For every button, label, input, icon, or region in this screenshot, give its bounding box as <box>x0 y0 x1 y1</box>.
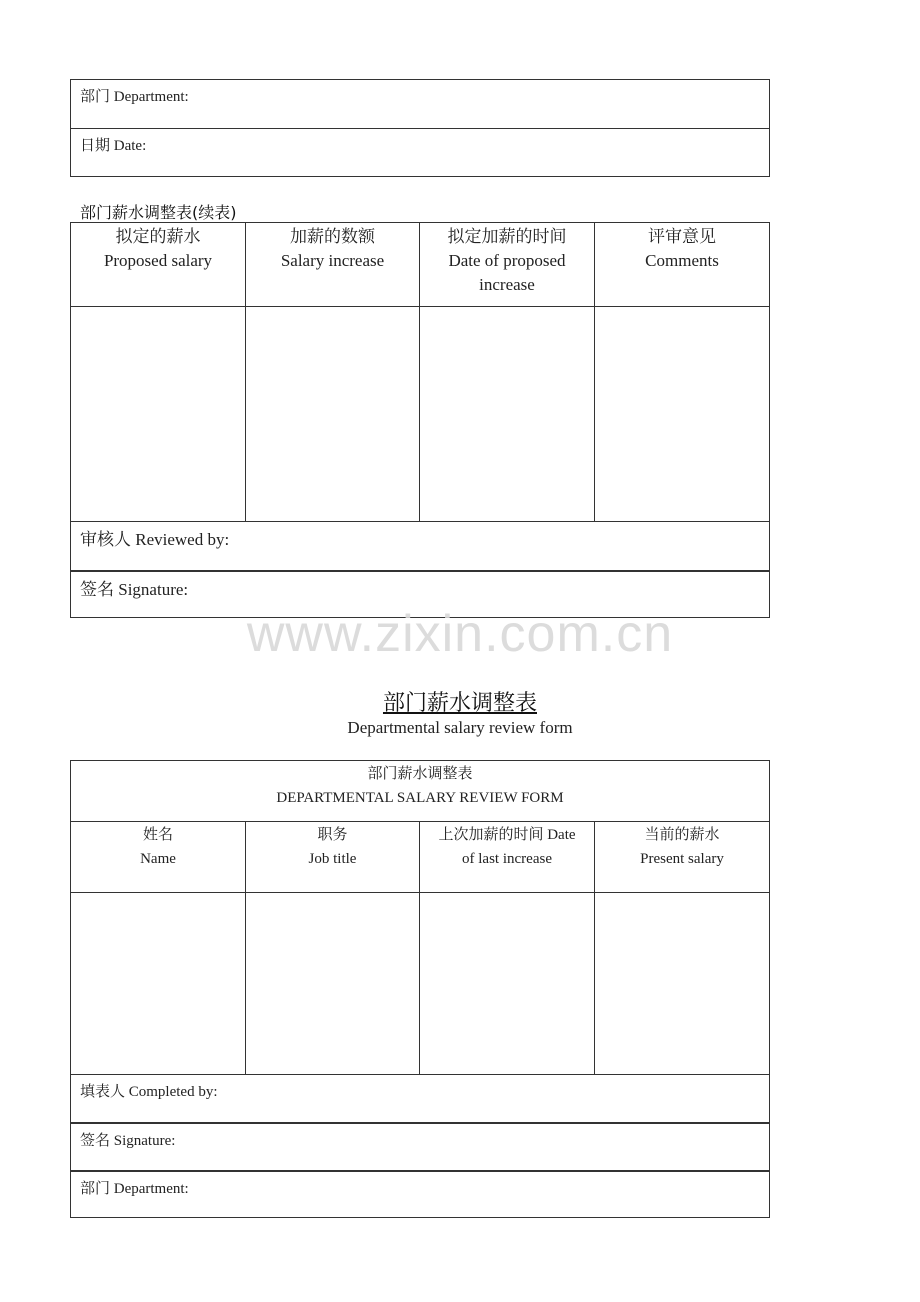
table-title-row <box>71 761 769 822</box>
completed-by-label: 填表人 Completed by: <box>80 1084 218 1100</box>
continued-section-title: 部门薪水调整表(续表) <box>80 203 237 222</box>
job-title-field[interactable] <box>246 893 420 1074</box>
header-date-proposed-increase <box>420 223 595 306</box>
date-label: 日期 Date: <box>80 138 147 154</box>
header-name <box>71 822 246 892</box>
watermark: www.zixin.com.cn <box>246 605 674 663</box>
header-job-title-en: Job title <box>308 851 357 867</box>
form-title-en: Departmental salary review form <box>347 718 573 737</box>
header-proposed-salary-en: Proposed salary <box>103 251 213 270</box>
header-date-proposed-en2: increase <box>479 275 535 294</box>
date-proposed-increase-field[interactable] <box>420 307 595 521</box>
header-comments-en: Comments <box>645 251 719 270</box>
header-comments-zh: 评审意见 <box>648 227 716 246</box>
header-present-salary-zh: 当前的薪水 <box>644 827 720 843</box>
present-salary-field[interactable] <box>595 893 769 1074</box>
table-title-zh: 部门薪水调整表 <box>367 766 473 782</box>
header-date-last-increase-zh: 上次加薪的时间 Date <box>438 827 576 843</box>
form-signature-label: 签名 Signature: <box>80 1133 176 1149</box>
form-header-row <box>71 822 769 893</box>
completed-by-row[interactable] <box>71 1075 769 1123</box>
department-label: 部门 Department: <box>80 89 189 105</box>
salary-increase-field[interactable] <box>246 307 420 521</box>
comments-field[interactable] <box>595 307 769 521</box>
header-date-proposed-zh: 拟定加薪的时间 <box>447 227 567 246</box>
reviewed-by-row[interactable] <box>71 522 769 571</box>
header-proposed-salary <box>71 223 246 306</box>
department-row[interactable] <box>71 80 769 128</box>
header-date-last-increase-en: of last increase <box>462 851 552 867</box>
form-department-row[interactable] <box>71 1171 769 1217</box>
header-date-proposed-en: Date of proposed <box>448 251 566 270</box>
header-name-en: Name <box>140 851 176 867</box>
continued-body-row <box>71 307 769 522</box>
form-department-label: 部门 Department: <box>80 1181 189 1197</box>
form-body-row <box>71 893 769 1075</box>
header-present-salary <box>595 822 769 892</box>
header-salary-increase <box>246 223 420 306</box>
reviewed-by-label: 审核人 Reviewed by: <box>80 530 230 549</box>
form-signature-row[interactable] <box>71 1123 769 1171</box>
review-signature-label: 签名 Signature: <box>80 580 189 599</box>
header-comments <box>595 223 769 306</box>
header-job-title-zh: 职务 <box>317 827 348 843</box>
header-date-last-increase <box>420 822 595 892</box>
date-row[interactable] <box>71 128 769 176</box>
name-field[interactable] <box>71 893 246 1074</box>
header-present-salary-en: Present salary <box>640 851 724 867</box>
proposed-salary-field[interactable] <box>71 307 246 521</box>
continued-header-row <box>71 223 769 307</box>
form-title-zh: 部门薪水调整表 <box>382 691 537 716</box>
salary-review-table <box>70 760 770 1218</box>
top-info-box <box>70 79 770 177</box>
header-salary-increase-en: Salary increase <box>280 251 385 270</box>
header-salary-increase-zh: 加薪的数额 <box>290 227 375 246</box>
header-proposed-salary-zh: 拟定的薪水 <box>115 227 201 246</box>
continued-table <box>70 222 770 618</box>
header-name-zh: 姓名 <box>142 827 173 843</box>
header-job-title <box>246 822 420 892</box>
date-last-increase-field[interactable] <box>420 893 595 1074</box>
table-title-en: DEPARTMENTAL SALARY REVIEW FORM <box>276 790 564 806</box>
